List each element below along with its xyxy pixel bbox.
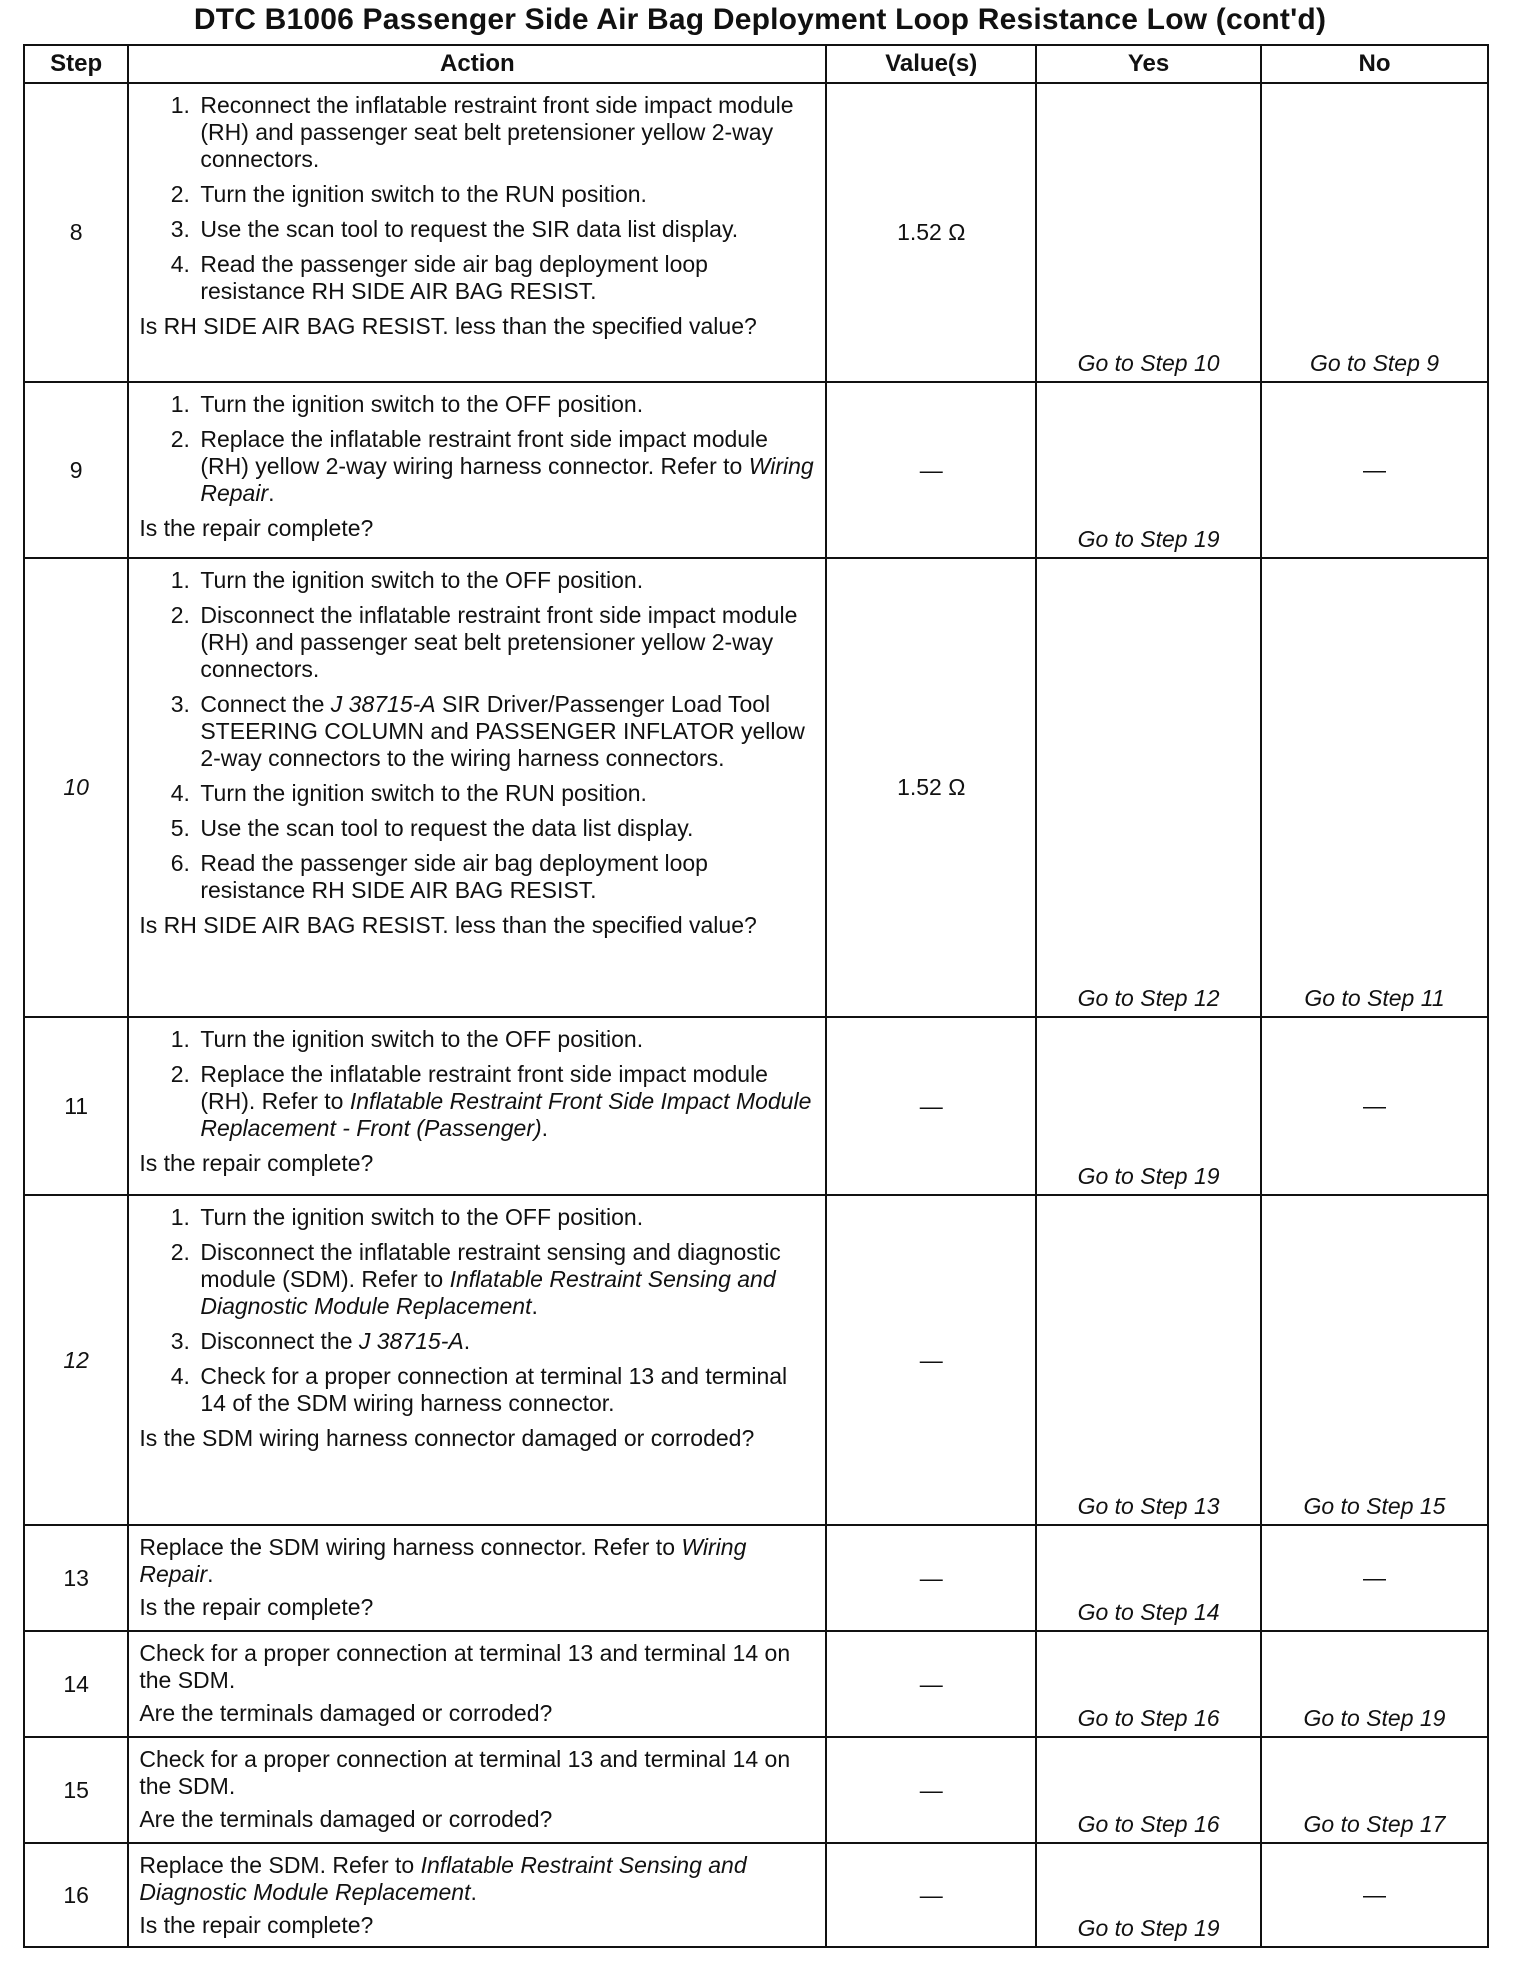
action-step: [196, 691, 815, 772]
table-row: [24, 1737, 1488, 1843]
yes-result: Go to Step 14: [1077, 1599, 1220, 1625]
action-step: [196, 1363, 815, 1417]
action-cell: [128, 558, 826, 1017]
value-cell: —: [826, 1195, 1036, 1525]
yes-result: Go to Step 19: [1077, 1915, 1220, 1941]
yes-result: Go to Step 12: [1077, 985, 1220, 1011]
action-text: [139, 1534, 815, 1588]
action-text: [139, 1852, 815, 1906]
text-segment: .: [531, 1293, 538, 1319]
text-segment: Turn the ignition switch to the OFF position.: [200, 567, 644, 593]
text-segment: Disconnect the: [200, 1328, 359, 1354]
no-result: Go to Step 11: [1304, 985, 1445, 1011]
yes-result: Go to Step 19: [1077, 526, 1220, 552]
action-step: [196, 216, 815, 243]
reference-text: Wiring Repair: [139, 1534, 747, 1587]
yes-cell: [1036, 1631, 1261, 1737]
action-step: [196, 1239, 815, 1320]
step-number: 15: [24, 1737, 128, 1843]
action-steps: [139, 391, 815, 507]
text-segment: Replace the inflatable restraint front side impact module (RH) yellow 2-way wiring harness connector. Refer to: [200, 426, 768, 479]
action-step: [196, 1026, 815, 1053]
text-segment: Use the scan tool to request the SIR data list display.: [200, 216, 739, 242]
reference-text: Wiring Repair: [200, 453, 814, 506]
text-segment: Check for a proper connection at terminal 13 and terminal 14 on the SDM.: [139, 1746, 791, 1799]
table-row: [24, 83, 1488, 382]
no-cell: [1261, 1525, 1488, 1631]
table-row: [24, 1631, 1488, 1737]
action-step: [196, 602, 815, 683]
table-row: [24, 382, 1488, 558]
table-row: [24, 1525, 1488, 1631]
step-number: 12: [24, 1195, 128, 1525]
header-yes: Yes: [1036, 45, 1261, 83]
reference-text: Inflatable Restraint Sensing and Diagnostic Module Replacement: [139, 1852, 747, 1905]
no-result: Go to Step 19: [1303, 1705, 1446, 1731]
reference-text: J 38715-A: [330, 691, 436, 717]
text-segment: Read the passenger side air bag deployment loop resistance RH SIDE AIR BAG RESIST.: [200, 251, 708, 304]
text-segment: Use the scan tool to request the data list display.: [200, 815, 694, 841]
text-segment: .: [463, 1328, 471, 1354]
no-cell: [1261, 1195, 1488, 1525]
table-row: [24, 1017, 1488, 1195]
no-cell: [1261, 1737, 1488, 1843]
page-title: DTC B1006 Passenger Side Air Bag Deployment Loop Resistance Low (cont'd): [193, 3, 1327, 36]
text-segment: Turn the ignition switch to the RUN position.: [200, 780, 647, 806]
action-steps: [139, 1026, 815, 1142]
table-row: [24, 1843, 1488, 1947]
action-cell: [128, 1525, 826, 1631]
yes-result: Go to Step 13: [1077, 1493, 1220, 1519]
reference-text: J 38715-A: [358, 1328, 464, 1354]
action-step: [196, 567, 815, 594]
action-question: Is RH SIDE AIR BAG RESIST. less than the specified value?: [139, 912, 757, 938]
header-action: Action: [128, 45, 826, 83]
text-segment: Disconnect the inflatable restraint front side impact module (RH) and passenger seat belt pretensioner yellow 2-way connectors.: [200, 602, 798, 682]
header-row: [24, 45, 1488, 83]
action-question: Is the repair complete?: [139, 1594, 374, 1620]
step-number: 14: [24, 1631, 128, 1737]
action-step: [196, 1061, 815, 1142]
text-segment: Turn the ignition switch to the RUN position.: [200, 181, 647, 207]
text-segment: Check for a proper connection at terminal 13 and terminal 14 of the SDM wiring harness connector.: [200, 1363, 788, 1416]
action-cell: [128, 1631, 826, 1737]
action-cell: [128, 1843, 826, 1947]
action-cell: [128, 1195, 826, 1525]
action-question: Are the terminals damaged or corroded?: [139, 1700, 553, 1726]
header-step: Step: [24, 45, 128, 83]
text-segment: Replace the SDM. Refer to: [139, 1852, 421, 1878]
action-question: Is the repair complete?: [139, 1150, 374, 1176]
action-step: [196, 850, 815, 904]
action-question: Is the SDM wiring harness connector damaged or corroded?: [139, 1425, 755, 1451]
yes-cell: [1036, 1195, 1261, 1525]
value-cell: 1.52 Ω: [826, 83, 1036, 382]
no-cell: [1261, 382, 1488, 558]
no-cell: [1261, 1017, 1488, 1195]
text-segment: Connect the: [200, 691, 331, 717]
value-cell: —: [826, 1737, 1036, 1843]
text-segment: Turn the ignition switch to the OFF position.: [200, 1204, 644, 1230]
yes-cell: [1036, 83, 1261, 382]
table-row: [24, 1195, 1488, 1525]
value-cell: —: [826, 1017, 1036, 1195]
text-segment: .: [207, 1561, 214, 1587]
step-number: 8: [24, 83, 128, 382]
no-result: —: [1363, 456, 1386, 483]
no-result: Go to Step 17: [1303, 1811, 1446, 1837]
value-cell: 1.52 Ω: [826, 558, 1036, 1017]
action-step: [196, 780, 815, 807]
no-result: —: [1363, 1092, 1386, 1119]
action-step: [196, 92, 815, 173]
action-question: Is the repair complete?: [139, 1912, 374, 1938]
value-cell: —: [826, 1843, 1036, 1947]
action-steps: [139, 92, 815, 305]
step-number: 13: [24, 1525, 128, 1631]
diagnostic-table: [23, 44, 1489, 1948]
no-cell: [1261, 558, 1488, 1017]
text-segment: Reconnect the inflatable restraint front side impact module (RH) and passenger seat belt pretensioner yellow 2-way connectors.: [200, 92, 794, 172]
action-question: Is the repair complete?: [139, 515, 374, 541]
yes-result: Go to Step 16: [1077, 1705, 1220, 1731]
yes-cell: [1036, 1017, 1261, 1195]
yes-result: Go to Step 10: [1077, 350, 1220, 376]
value-cell: —: [826, 382, 1036, 558]
action-question: Is RH SIDE AIR BAG RESIST. less than the specified value?: [139, 313, 757, 339]
yes-result: Go to Step 16: [1077, 1811, 1220, 1837]
text-segment: Turn the ignition switch to the OFF position.: [200, 391, 644, 417]
yes-cell: [1036, 1525, 1261, 1631]
action-cell: [128, 1737, 826, 1843]
action-step: [196, 391, 815, 418]
table-row: [24, 558, 1488, 1017]
yes-cell: [1036, 1843, 1261, 1947]
step-number: 9: [24, 382, 128, 558]
no-cell: [1261, 1631, 1488, 1737]
text-segment: Replace the inflatable restraint front side impact module (RH). Refer to: [200, 1061, 768, 1114]
no-result: —: [1363, 1881, 1386, 1908]
header-values: Value(s): [826, 45, 1036, 83]
action-step: [196, 815, 815, 842]
no-cell: [1261, 83, 1488, 382]
text-segment: Check for a proper connection at terminal 13 and terminal 14 on the SDM.: [139, 1640, 791, 1693]
step-number: 10: [24, 558, 128, 1017]
action-step: [196, 1204, 815, 1231]
yes-cell: [1036, 382, 1261, 558]
no-cell: [1261, 1843, 1488, 1947]
text-segment: .: [541, 1115, 549, 1141]
action-step: [196, 426, 815, 507]
yes-cell: [1036, 1737, 1261, 1843]
action-cell: [128, 83, 826, 382]
action-step: [196, 1328, 815, 1355]
value-cell: —: [826, 1631, 1036, 1737]
no-result: —: [1363, 1564, 1386, 1591]
action-cell: [128, 1017, 826, 1195]
text-segment: .: [470, 1879, 477, 1905]
action-text: [139, 1640, 815, 1694]
step-number: 11: [24, 1017, 128, 1195]
action-text: [139, 1746, 815, 1800]
text-segment: SIR Driver/Passenger Load Tool STEERING COLUMN and PASSENGER INFLATOR yellow 2-way connectors to the wiring harness connectors.: [200, 691, 805, 771]
action-step: [196, 251, 815, 305]
reference-text: Inflatable Restraint Sensing and Diagnostic Module Replacement: [200, 1266, 776, 1319]
action-question: Are the terminals damaged or corroded?: [139, 1806, 553, 1832]
text-segment: .: [268, 480, 275, 506]
table-body: [24, 83, 1488, 1947]
action-cell: [128, 382, 826, 558]
no-result: Go to Step 15: [1303, 1493, 1446, 1519]
action-steps: [139, 1204, 815, 1417]
action-steps: [139, 567, 815, 904]
text-segment: Replace the SDM wiring harness connector. Refer to: [139, 1534, 682, 1560]
value-cell: —: [826, 1525, 1036, 1631]
yes-result: Go to Step 19: [1077, 1163, 1220, 1189]
no-result: Go to Step 9: [1309, 350, 1440, 376]
action-step: [196, 181, 815, 208]
text-segment: Read the passenger side air bag deployment loop resistance RH SIDE AIR BAG RESIST.: [200, 850, 708, 903]
step-number: 16: [24, 1843, 128, 1947]
reference-text: Inflatable Restraint Front Side Impact Module Replacement - Front (Passenger): [200, 1088, 812, 1141]
yes-cell: [1036, 558, 1261, 1017]
text-segment: Turn the ignition switch to the OFF position.: [200, 1026, 644, 1052]
text-segment: Disconnect the inflatable restraint sensing and diagnostic module (SDM). Refer to: [200, 1239, 781, 1292]
header-no: No: [1261, 45, 1488, 83]
